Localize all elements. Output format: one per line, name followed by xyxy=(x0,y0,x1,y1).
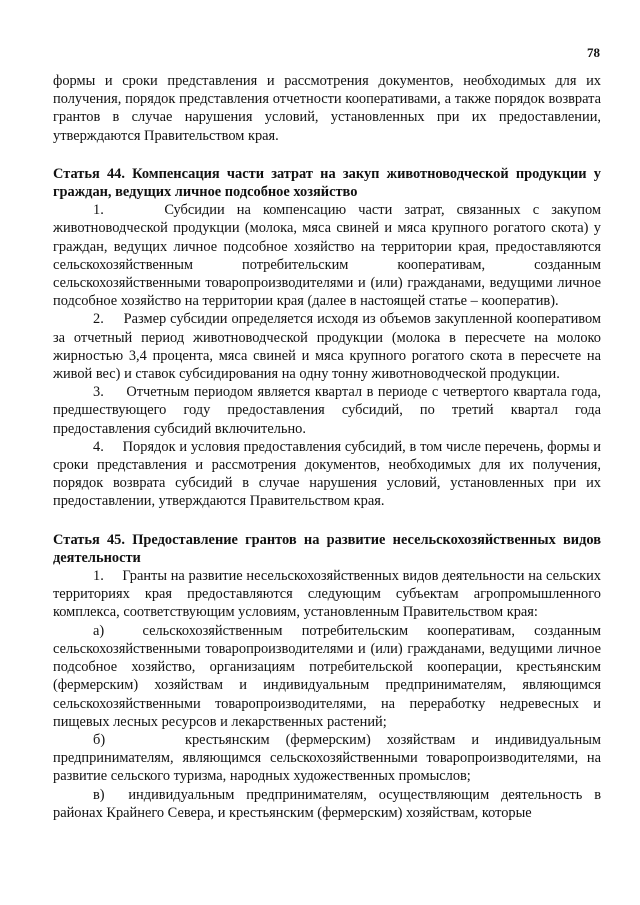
intro-paragraph: формы и сроки представления и рассмотрения документов, необходимых для их получения, порядок представления отчетности кооперативами, а также порядок возврата грантов в случае нарушения условий, установленных при их предоставлении, утверждаются Правительством края. xyxy=(53,73,601,144)
article-44-item-1: 1. Субсидии на компенсацию части затрат, связанных с закупом животноводческой продукции (молока, мяса свиней и мяса крупного рогатого скота) у граждан, ведущих личное подсобное хозяйство на территории края, предоставляются сельскохозяйственным потребительским кооперативам, созданным сельскохозяйственными товаропроизводителями и (или) гражданами, ведущими личное подсобное хозяйство на территории края (далее в настоящей статье – кооператив). xyxy=(53,202,601,310)
spacer xyxy=(53,511,601,531)
article-45-subitem-a: а) сельскохозяйственным потребительским кооперативам, созданным сельскохозяйственными товаропроизводителями и (или) гражданами, ведущими личное подсобное хозяйство, организациям потребительской кооперации, крестьянским (фермерским) хозяйствам и индивидуальным предпринимателям, являющимся сельскохозяйственными товаропроизводителями, на переработку недревесных и пищевых лесных ресурсов и лекарственных растений; xyxy=(53,622,601,730)
article-45-item-1: 1. Гранты на развитие несельскохозяйственных видов деятельности на сельских территориях края предоставляются следующим субъектам агропромышленного комплекса, соответствующим условиям, установленным Правительством края: xyxy=(53,568,601,621)
article-44-item-2: 2. Размер субсидии определяется исходя из объемов закупленной кооперативом за отчетный период животноводческой продукции (молока в пересчете на молоко жирностью 3,4 процента, мяса свиней и мяса крупного рогатого скота в пересчете на живой вес) и ставок субсидирования на одну тонну животноводческой продукции. xyxy=(53,311,601,383)
article-44-item-4: 4. Порядок и условия предоставления субсидий, в том числе перечень, формы и сроки представления и рассмотрения документов, необходимых для их получения, порядок возврата субсидий в случае нарушения условий, установленных при их предоставлении, утверждаются Правительством края. xyxy=(53,438,601,510)
document-body xyxy=(53,72,601,822)
spacer xyxy=(53,145,601,165)
article-45-heading: Статья 45. Предоставление грантов на развитие несельскохозяйственных видов деятельности xyxy=(53,531,601,566)
page-number: 78 xyxy=(587,45,600,60)
article-45-subitem-b: б) крестьянским (фермерским) хозяйствам и индивидуальным предпринимателям, являющимся сельскохозяйственными товаропроизводителями, на развитие сельского туризма, народных художественных промыслов; xyxy=(53,731,601,785)
article-44-heading: Статья 44. Компенсация части затрат на закуп животноводческой продукции у граждан, ведущих личное подсобное хозяйство xyxy=(53,165,601,201)
article-45-subitem-v: в) индивидуальным предпринимателям, осуществляющим деятельность в районах Крайнего Севера, и крестьянским (фермерским) хозяйствам, которые xyxy=(53,786,601,821)
article-44-item-3: 3. Отчетным периодом является квартал в периоде с четвертого квартала года, предшествующего году предоставления субсидий, по третий квартал года предоставления субсидий включительно. xyxy=(53,384,601,437)
